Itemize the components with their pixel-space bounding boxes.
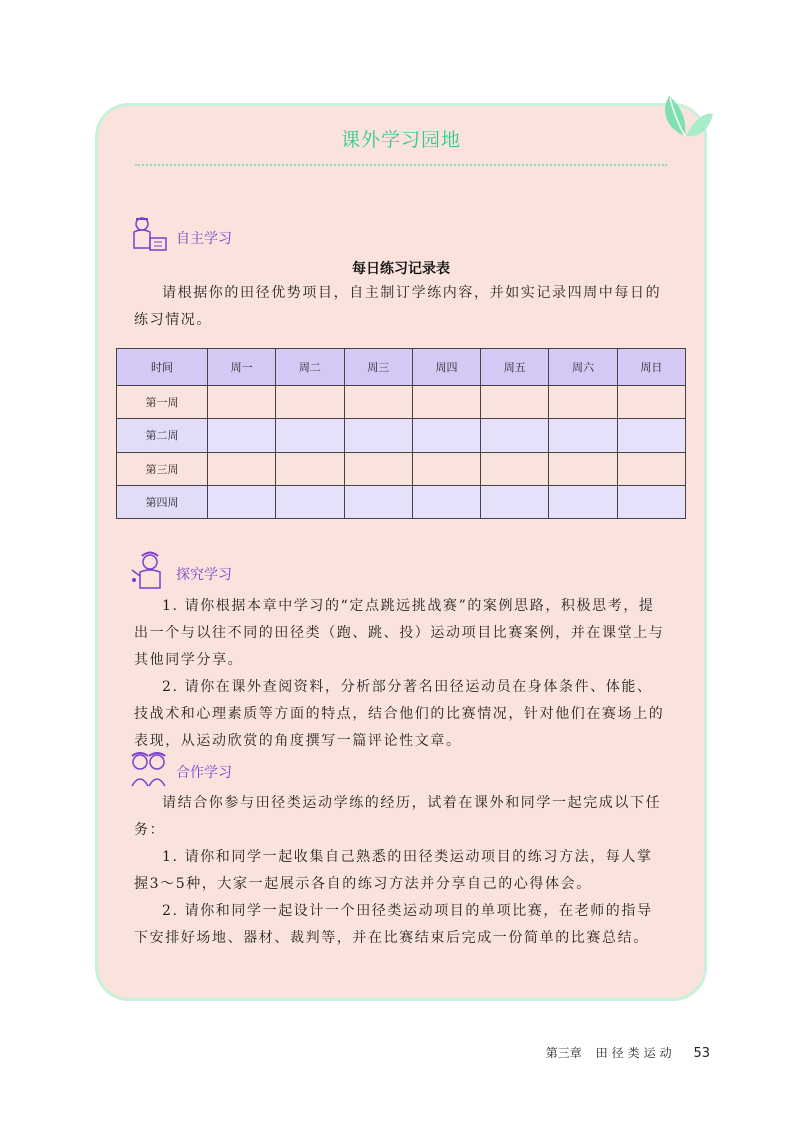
title-divider (135, 164, 667, 166)
page-number: 53 (693, 1046, 710, 1061)
table-cell[interactable] (549, 452, 617, 485)
table-cell[interactable] (617, 419, 685, 452)
table-cell[interactable] (276, 485, 344, 518)
explore-label: 探究学习 (176, 567, 232, 583)
student-reading-icon (128, 214, 170, 256)
chapter-label: 第三章 (545, 1046, 582, 1060)
table-cell[interactable] (481, 419, 549, 452)
table-header-cell: 时间 (117, 349, 208, 386)
table-cell[interactable] (208, 386, 276, 419)
page-footer (546, 1044, 710, 1061)
table-row (117, 452, 686, 485)
table-cell[interactable] (549, 419, 617, 452)
table-cell[interactable] (276, 452, 344, 485)
table-cell[interactable] (208, 452, 276, 485)
explore-item: 1. 请你根据本章中学习的“定点跳远挑战赛”的案例思路，积极思考，提出一个与以往不同的田径类（跑、跳、投）运动项目比赛案例，并在课堂上与其他同学分享。 (134, 598, 665, 668)
cooperate-items (134, 790, 668, 952)
table-cell[interactable] (617, 485, 685, 518)
practice-record-table (116, 348, 686, 519)
table-cell[interactable] (344, 386, 412, 419)
table-cell[interactable] (344, 485, 412, 518)
row-label: 第四周 (117, 485, 208, 518)
table-header-cell: 周四 (412, 349, 480, 386)
table-cell[interactable] (412, 386, 480, 419)
table-row (117, 386, 686, 419)
page-title: 课外学习园地 (340, 129, 461, 151)
table-cell[interactable] (549, 485, 617, 518)
cooperate-item: 1. 请你和同学一起收集自己熟悉的田径类运动项目的练习方法，每人掌握3～5种，大家一起展示各自的练习方法并分享自己的心得体会。 (134, 849, 653, 892)
row-label: 第二周 (117, 419, 208, 452)
two-students-icon (128, 748, 170, 790)
table-header-cell: 周日 (617, 349, 685, 386)
cooperate-item: 2. 请你和同学一起设计一个田径类运动项目的单项比赛，在老师的指导下安排好场地、器材、裁判等，并在比赛结束后完成一份简单的比赛总结。 (134, 903, 653, 946)
cooperate-intro: 请结合你参与田径类运动学练的经历，试着在课外和同学一起完成以下任务： (134, 795, 662, 838)
table-cell[interactable] (617, 386, 685, 419)
self-study-label: 自主学习 (176, 231, 232, 247)
table-cell[interactable] (617, 452, 685, 485)
explore-item: 2. 请你在课外查阅资料，分析部分著名田径运动员在身体条件、体能、技战术和心理素质等方面的特点，结合他们的比赛情况，针对他们在赛场上的表现，从运动欣赏的角度撰写一篇评论性文章。 (134, 679, 665, 749)
table-header-cell: 周一 (208, 349, 276, 386)
table-header-cell: 周五 (481, 349, 549, 386)
table-cell[interactable] (412, 485, 480, 518)
table-cell[interactable] (412, 419, 480, 452)
explore-items (134, 593, 668, 755)
table-cell[interactable] (208, 419, 276, 452)
table-cell[interactable] (549, 386, 617, 419)
chapter-subject: 田径类运动 (595, 1046, 676, 1060)
table-cell[interactable] (344, 419, 412, 452)
table-cell[interactable] (481, 386, 549, 419)
table-cell[interactable] (481, 452, 549, 485)
row-label: 第一周 (117, 386, 208, 419)
table-cell[interactable] (344, 452, 412, 485)
table-header-row (117, 349, 686, 386)
table-header-cell: 周二 (276, 349, 344, 386)
cooperate-label: 合作学习 (176, 765, 232, 781)
table-header-cell: 周六 (549, 349, 617, 386)
table-cell[interactable] (276, 386, 344, 419)
table-cell[interactable] (276, 419, 344, 452)
table-header-cell: 周三 (344, 349, 412, 386)
student-thinking-icon (128, 550, 170, 592)
table-title: 每日练习记录表 (352, 261, 450, 277)
table-cell[interactable] (208, 485, 276, 518)
table-cell[interactable] (481, 485, 549, 518)
table-row (117, 419, 686, 452)
table-cell[interactable] (412, 452, 480, 485)
self-study-intro: 请根据你的田径优势项目，自主制订学练内容，并如实记录四周中每日的练习情况。 (134, 285, 662, 328)
row-label: 第三周 (117, 452, 208, 485)
table-row (117, 485, 686, 518)
